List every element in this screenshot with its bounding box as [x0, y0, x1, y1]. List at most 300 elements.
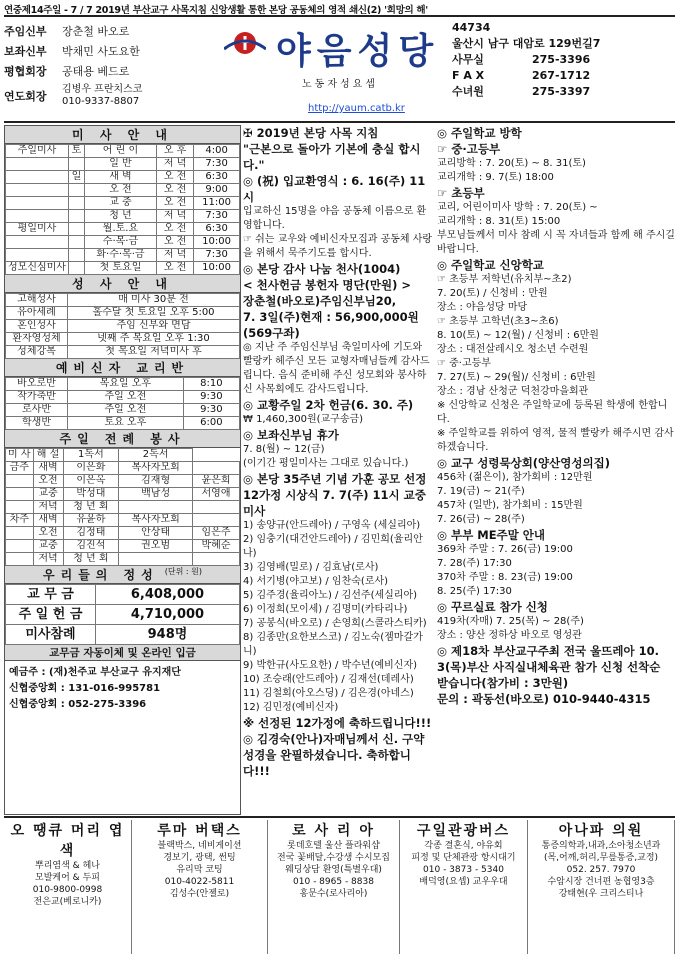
notice-heading: ◎ (祝) 입교환영식 : 6. 16(주) 11시 [243, 174, 426, 204]
ad-title: 루마 버택스 [157, 823, 242, 839]
contact-number: 275-3396 [532, 52, 591, 66]
staff-row [4, 61, 214, 81]
notice-block [437, 399, 675, 427]
staff-row [4, 41, 214, 61]
notice-block [243, 205, 435, 233]
notice-block [437, 571, 675, 585]
notice-heading: "근본으로 돌아가 기본에 충실 합시다." [243, 142, 421, 172]
notice-block [243, 575, 435, 589]
table-cell: 환자영성체 [6, 333, 68, 346]
table-cell [68, 223, 84, 236]
offering-heading [5, 566, 240, 584]
ad-box [268, 820, 400, 954]
bank-account: 신협중앙회 : 131-016-995781 [9, 683, 161, 694]
notice-block [243, 519, 435, 533]
table-cell: 백남성 [119, 488, 193, 501]
table-cell: 6,408,000 [96, 585, 240, 605]
table-row [6, 171, 240, 184]
ad-line: 010 - 8965 - 8838 [293, 877, 374, 887]
ad-line: 롯데호텔 울산 플라워샵 [287, 841, 380, 851]
table-cell: 매 미사 30분 전 [68, 294, 240, 307]
notice-heading: < 천사헌금 봉헌자 명단(만원) > [243, 278, 411, 292]
table-row [6, 333, 240, 346]
contact-info [452, 19, 675, 99]
notice-text: 교리, 어린이미사 방학 : 7. 20(토) ~ [437, 202, 598, 213]
notice-block [243, 533, 435, 561]
table-cell: 저 녁 [156, 158, 193, 171]
table-cell [68, 262, 84, 275]
notice-text: 장소 : 경남 산청군 덕천강마을회관 [437, 386, 589, 397]
table-cell: 8:10 [183, 378, 239, 391]
ad-line: 010-9800-0998 [32, 885, 103, 895]
staff-role: 보좌신부 [4, 45, 47, 58]
ad-line: 010-4022-5811 [164, 877, 235, 887]
notice-text: 370차 주말 : 8. 23(금) 19:00 [437, 572, 573, 583]
table-cell: 고해성사 [6, 294, 68, 307]
ad-box [132, 820, 268, 954]
table-cell [68, 158, 84, 171]
notice-text: ◎ 지난 주 주임신부님 축일미사에 기도와 빨랑카 헤주신 모든 교형자매님들께 감사드립니다. 음식 준비해 주신 성모회와 봉사하신 사목회에도 감사드립니다. [243, 342, 430, 395]
notice-block [243, 589, 435, 603]
notice-heading: 장춘철(바오로)주임신부님20, [243, 294, 397, 308]
table-cell: 김진석 [63, 540, 119, 553]
table-cell: 저녁 [33, 501, 63, 514]
sacrament-table [5, 293, 240, 359]
table-row [6, 210, 240, 223]
notice-text: ₩ 1,460,300원(교구송금) [243, 414, 364, 425]
table-row [6, 184, 240, 197]
table-cell: 미사참례 [6, 625, 96, 645]
table-cell: 월.토.요 [84, 223, 156, 236]
catechumen-table [5, 377, 240, 430]
notice-text: 교리개학 : 9. 7(토) 18:00 [437, 172, 554, 183]
table-cell: 유윤하 [63, 514, 119, 527]
ad-line: (목,어깨,허리,무릎통증,교정) [543, 853, 659, 863]
table-cell: 10:00 [194, 236, 240, 249]
address: 울산시 남구 대암로 129번길7 [452, 37, 601, 50]
contact-row [452, 35, 675, 51]
table-cell [6, 236, 69, 249]
table-cell [6, 171, 69, 184]
table-cell [6, 184, 69, 197]
notice-heading: ※ 선정된 12가정에 축하드립니다!!! [243, 716, 432, 730]
notice-text: 4) 서기병(야고보) / 임찬숙(로사) [243, 576, 389, 587]
notice-block [243, 443, 435, 457]
ad-line: 피정 및 단체관광 항시대기 [411, 853, 516, 863]
table-cell: 화·수·목·금 [84, 249, 156, 262]
table-cell: 주일 오전 [68, 404, 184, 417]
contact-row [452, 51, 675, 67]
table-cell [193, 462, 240, 475]
table-row [6, 307, 240, 320]
notice-block [437, 157, 675, 171]
notice-block [437, 343, 675, 357]
table-cell: 9:30 [183, 404, 239, 417]
notice-text: 457차 (일반), 참가회비 : 15만원 [437, 500, 583, 511]
notice-text: 입교하신 15명을 야음 공동체 이름으로 환영합니다. [243, 206, 427, 231]
table-row [6, 605, 240, 625]
notice-block [243, 413, 435, 427]
ad-line: 경보기, 광택, 썬팅 [163, 853, 236, 863]
table-cell: 오 전 [156, 197, 193, 210]
notice-block [437, 557, 675, 571]
liturgy-service-heading: 주일 전례 봉사 [5, 430, 240, 448]
notice-block [437, 513, 675, 527]
left-info-column [4, 125, 241, 815]
table-row [6, 501, 240, 514]
table-cell: 이은옥 [63, 475, 119, 488]
staff-role: 연도회장 [4, 90, 47, 103]
bank-heading: 교무금 자동이체 및 온라인 입금 [5, 645, 240, 661]
table-cell [193, 501, 240, 514]
notice-block [437, 615, 675, 629]
notice-heading: ◎ 교구 성령묵상회(양산영성의집) [437, 456, 610, 470]
notice-text: 교리개학 : 8. 31(토) 15:00 [437, 216, 561, 227]
staff-name: 공태용 베드로 [62, 65, 130, 78]
notice-text: ※ 신앙학교 신청은 주일학교에 등록된 학생에 한합니다. [437, 400, 668, 425]
staff-row [4, 21, 214, 41]
notice-block [243, 341, 435, 397]
table-cell: 학생반 [6, 417, 68, 430]
notice-block [437, 273, 675, 287]
table-cell [6, 475, 34, 488]
table-row [6, 553, 240, 566]
contact-row [452, 83, 675, 99]
table-cell: 바오로반 [6, 378, 68, 391]
ad-line: 블랙박스, 네비게이션 [157, 841, 242, 851]
table-cell: 이은화 [63, 462, 119, 475]
notice-text: 5) 김주경(율리아노) / 김선주(세실리아) [243, 590, 418, 601]
table-row [6, 378, 240, 391]
notice-block [243, 233, 435, 261]
parish-logo [216, 23, 446, 119]
sacrament-heading: 성 사 안 내 [5, 275, 240, 293]
notice-heading: ◎ 주일학교 방학 [437, 126, 522, 140]
notice-block [437, 629, 675, 643]
notice-block [243, 659, 435, 673]
notice-block [437, 357, 675, 371]
table-cell: 서영애 [193, 488, 240, 501]
notice-block [437, 485, 675, 499]
table-row [6, 391, 240, 404]
table-cell: 11:00 [194, 197, 240, 210]
table-row [6, 462, 240, 475]
ad-line: 강태현(우 크리스티나 [558, 889, 644, 899]
masthead [4, 15, 675, 123]
notice-text: 3) 김영배(밀로) / 김효남(로사) [243, 562, 379, 573]
notice-block [437, 215, 675, 229]
table-cell [193, 514, 240, 527]
table-cell: 홀수달 첫 토요일 오후 5:00 [68, 307, 240, 320]
notice-block [437, 585, 675, 599]
notice-block [437, 471, 675, 485]
notice-text: ☞ 중·고등부 [437, 358, 491, 369]
table-row [6, 417, 240, 430]
table-cell: 어 린 이 [84, 145, 156, 158]
notice-block [243, 457, 435, 471]
notice-text: 456차 (젊은이), 참가회비 : 12만원 [437, 472, 593, 483]
table-cell [6, 527, 34, 540]
table-cell [193, 553, 240, 566]
table-cell: 첫 토요일 [84, 262, 156, 275]
notice-heading: 7. 3일(주)현재 : 56,900,000원(569구좌) [243, 310, 419, 340]
table-row [6, 236, 240, 249]
contact-number: 267-1712 [532, 68, 591, 82]
table-cell: 교중 [33, 540, 63, 553]
contact-label: F A X [452, 68, 485, 82]
ad-box [400, 820, 528, 954]
ad-line: 전국 꽃배달,수강생 수시모집 [277, 853, 390, 863]
table-cell: 7:30 [194, 249, 240, 262]
table-cell: 복사자모회 [119, 514, 193, 527]
notice-text: 장소 : 양산 정하상 바오로 영성관 [437, 630, 582, 641]
contact-label: 사무실 [452, 53, 484, 66]
table-row [6, 514, 240, 527]
table-cell: 새벽 [33, 514, 63, 527]
notice-text: 7. 28(주) 17:30 [437, 558, 512, 569]
announcements-middle [243, 125, 435, 815]
column-header: 해 설 [33, 449, 63, 462]
notice-block [243, 603, 435, 617]
table-cell: 오전 [33, 527, 63, 540]
bank-account: 신협중앙회 : 052-275-3396 [9, 699, 147, 710]
ad-title: 구일관광버스 [416, 823, 511, 839]
notice-text: 8. 10(토) ~ 12(월) / 신청비 : 6만원 [437, 330, 599, 341]
notice-text: 7. 19(금) ~ 21(주) [437, 486, 525, 497]
table-cell [6, 249, 69, 262]
table-cell: 수·목·금 [84, 236, 156, 249]
table-cell [68, 197, 84, 210]
table-row [6, 145, 240, 158]
notice-text: ※ 주일학교를 위하여 영적, 물적 빨랑카 해주시면 감사하겠습니다. [437, 428, 674, 453]
notice-text: 419차(자매) 7. 25(목) ~ 28(주) [437, 616, 584, 627]
notice-text: 7. 20(토) / 신청비 : 만원 [437, 288, 548, 299]
table-cell: 주임 신부와 면담 [68, 320, 240, 333]
table-cell [6, 197, 69, 210]
ad-line: 전은교(베로니카) [33, 897, 102, 907]
ad-line: 모발케어 & 두피 [35, 873, 100, 883]
table-cell: 오전 [33, 475, 63, 488]
notice-text: 12) 김민정(예비신자) [243, 702, 339, 713]
table-row [6, 540, 240, 553]
offering-title: 우리들의 정성 [43, 568, 159, 582]
bank-holder: 예금주 : (재)천주교 부산교구 유지재단 [9, 667, 181, 678]
table-row [6, 404, 240, 417]
notice-block [437, 287, 675, 301]
table-cell: 작가축반 [6, 391, 68, 404]
ad-title: 오 땡큐 머리 엽색 [10, 823, 125, 859]
notice-heading: ◎ 보좌신부님 휴가 [243, 428, 339, 442]
staff-phone: 010-9337-8807 [62, 96, 140, 107]
parish-subtitle: 노동자성요셉 [302, 79, 378, 90]
ad-line: 052. 257. 7970 [566, 865, 636, 875]
table-row [6, 475, 240, 488]
table-cell: 성모신심미사 [6, 262, 69, 275]
table-cell: 10:00 [194, 262, 240, 275]
table-cell: 청 년 회 [63, 553, 119, 566]
notice-text: 8. 25(주) 17:30 [437, 586, 512, 597]
notice-text: ☞ 쉬는 교우와 예비신자모집과 공동체 사랑을 위해서 묵주기도를 합시다. [243, 234, 433, 259]
table-row [6, 197, 240, 210]
table-row [6, 527, 240, 540]
table-cell: 청 년 [84, 210, 156, 223]
notice-text: 2) 임충기(대건안드레아) / 김민희(율리안나) [243, 534, 423, 559]
ad-line: 수암시장 건너편 농협영3층 [547, 877, 655, 887]
table-cell: 토요 오후 [68, 417, 184, 430]
ad-title: 아나파 의원 [558, 823, 644, 839]
table-cell: 교 중 [84, 197, 156, 210]
table-cell: 넷째 주 목요일 오후 1:30 [68, 333, 240, 346]
notice-block [437, 499, 675, 513]
table-cell: 오 전 [156, 262, 193, 275]
notice-block [437, 229, 675, 257]
notice-text: 7. 26(금) ~ 28(주) [437, 514, 525, 525]
ad-line: 010 - 3873 - 5340 [423, 865, 504, 875]
table-cell: 오 전 [156, 236, 193, 249]
notice-heading: ◎ 본당 35주년 기념 가훈 공모 선정 12가정 시상식 7. 7(주) 11시 교중미사 [243, 472, 427, 518]
notice-block [243, 687, 435, 701]
staff-name: 박채민 사도요한 [62, 45, 140, 58]
staff-role: 주임신부 [4, 25, 47, 38]
table-cell: 새벽 [33, 462, 63, 475]
table-cell: 새 벽 [84, 171, 156, 184]
notice-block [437, 371, 675, 385]
table-cell: 임은주 [193, 527, 240, 540]
staff-role: 평협회장 [4, 65, 47, 78]
column-header: 미 사 [6, 449, 34, 462]
table-cell: 저녁 [33, 553, 63, 566]
table-cell: 7:30 [194, 210, 240, 223]
table-cell [6, 553, 34, 566]
table-cell: 금주 [6, 462, 34, 475]
table-cell: 저 녁 [156, 249, 193, 262]
notice-text: 9) 박한규(사도요한) / 박수년(예비신자) [243, 660, 418, 671]
ad-line: 배덕영(요셉) 교우우대 [419, 877, 508, 887]
table-cell [6, 501, 34, 514]
notice-text: 6) 이정희(모이세) / 김명미(카타리나) [243, 604, 408, 615]
notice-heading: ◎ 꾸르실료 참가 신청 [437, 600, 548, 614]
bank-info [5, 661, 240, 717]
table-cell: 윤은희 [193, 475, 240, 488]
announcements-right [437, 125, 675, 815]
notice-text: 7. 27(토) ~ 29(월)/ 신청비 : 6만원 [437, 372, 596, 383]
table-cell [6, 488, 34, 501]
notice-text: 7) 공봉식(바오로) / 손영희(스콜라스티카) [243, 618, 427, 629]
table-cell: 4:00 [194, 145, 240, 158]
notice-block [437, 427, 675, 455]
table-row [6, 585, 240, 605]
notice-text: 장소 : 야음성당 마당 [437, 302, 528, 313]
contact-number: 275-3397 [532, 84, 591, 98]
contact-row [452, 67, 675, 83]
table-cell [119, 501, 193, 514]
mass-schedule-table [5, 144, 240, 275]
ad-line: 뿌리염색 & 헤나 [35, 861, 100, 871]
table-cell: 9:00 [194, 184, 240, 197]
table-cell: 9:30 [183, 391, 239, 404]
top-banner: 연중제14주일 - 7 / 7 2019년 부산교구 사목지침 신앙생활 통한 본당 공동체의 영적 쇄신(2) '희망의 해' [4, 5, 428, 14]
table-cell [6, 158, 69, 171]
table-cell [68, 249, 84, 262]
table-cell: 오 후 [156, 145, 193, 158]
staff-name: 장춘철 바오로 [62, 25, 130, 38]
notice-block [243, 673, 435, 687]
ad-box [4, 820, 132, 954]
parish-url[interactable]: http://yaum.catb.kr [308, 103, 405, 114]
table-cell: 오 전 [84, 184, 156, 197]
notice-text: ☞ 초등부 고학년(초3~초6) [437, 316, 559, 327]
notice-text: 11) 김철회(아오스딩) / 김은경(아네스) [243, 688, 414, 699]
table-cell [119, 553, 193, 566]
table-cell: 김정태 [63, 527, 119, 540]
table-cell: 6:30 [194, 171, 240, 184]
notice-text: 8) 김종만(요한보스코) / 김노숙(젬마갈가니) [243, 632, 423, 657]
table-cell [68, 236, 84, 249]
notice-text: ☞ 초등부 저학년(유치부~초2) [437, 274, 572, 285]
notice-block [437, 171, 675, 185]
staff-row [4, 81, 214, 111]
notice-heading: ◎ 본당 감사 나눔 천사(1004) [243, 262, 401, 276]
table-row [6, 158, 240, 171]
table-cell: 7:30 [194, 158, 240, 171]
table-cell: 로사반 [6, 404, 68, 417]
table-cell: 교중 [33, 488, 63, 501]
staff-name: 김병우 프란치스코 [62, 84, 143, 95]
table-row [6, 625, 240, 645]
offering-table [5, 584, 240, 645]
table-cell: 안상태 [119, 527, 193, 540]
table-cell: 토 [68, 145, 84, 158]
table-cell: 6:30 [194, 223, 240, 236]
table-cell: 일 반 [84, 158, 156, 171]
parish-name: 야음성당 [276, 31, 440, 72]
parish-emblem-icon [224, 29, 266, 57]
notice-text: 장소 : 대전살레시오 청소년 수련원 [437, 344, 589, 355]
ad-line: 홍문수(로사리아) [299, 889, 368, 899]
notice-heading: ☞ 중·고등부 [437, 142, 501, 156]
table-cell: 6:00 [183, 417, 239, 430]
table-cell [6, 540, 34, 553]
notice-block [437, 301, 675, 315]
table-cell: 저 녁 [156, 210, 193, 223]
table-cell: 교 무 금 [6, 585, 96, 605]
table-cell [68, 210, 84, 223]
table-cell: 목요일 오후 [68, 378, 184, 391]
table-cell: 평일미사 [6, 223, 69, 236]
table-row [6, 249, 240, 262]
notice-text: 369차 주말 : 7. 26(금) 19:00 [437, 544, 573, 555]
notice-text: 1) 송양규(안드레아) / 구영옥 (세실리아) [243, 520, 421, 531]
table-cell: 성체강복 [6, 346, 68, 359]
table-cell: 혼인성사 [6, 320, 68, 333]
table-row [6, 320, 240, 333]
notice-text: 교리방학 : 7. 20(토) ~ 8. 31(토) [437, 158, 586, 169]
notice-block [243, 631, 435, 659]
notice-block [437, 329, 675, 343]
zip-code: 44734 [452, 20, 491, 34]
contact-row [452, 19, 675, 35]
table-row [6, 223, 240, 236]
table-cell: 오 전 [156, 171, 193, 184]
ad-box [528, 820, 675, 954]
table-cell: 청 년 회 [63, 501, 119, 514]
notice-text: 7. 8(월) ~ 12(금) [243, 444, 325, 455]
notice-heading: ✠ 2019년 본당 사목 지침 [243, 126, 379, 140]
column-header: 2독서 [119, 449, 193, 462]
ad-line: 통증의학과,내과,소아청소년과 [541, 841, 661, 851]
table-cell: 권오범 [119, 540, 193, 553]
notice-heading: ☞ 초등부 [437, 186, 485, 200]
